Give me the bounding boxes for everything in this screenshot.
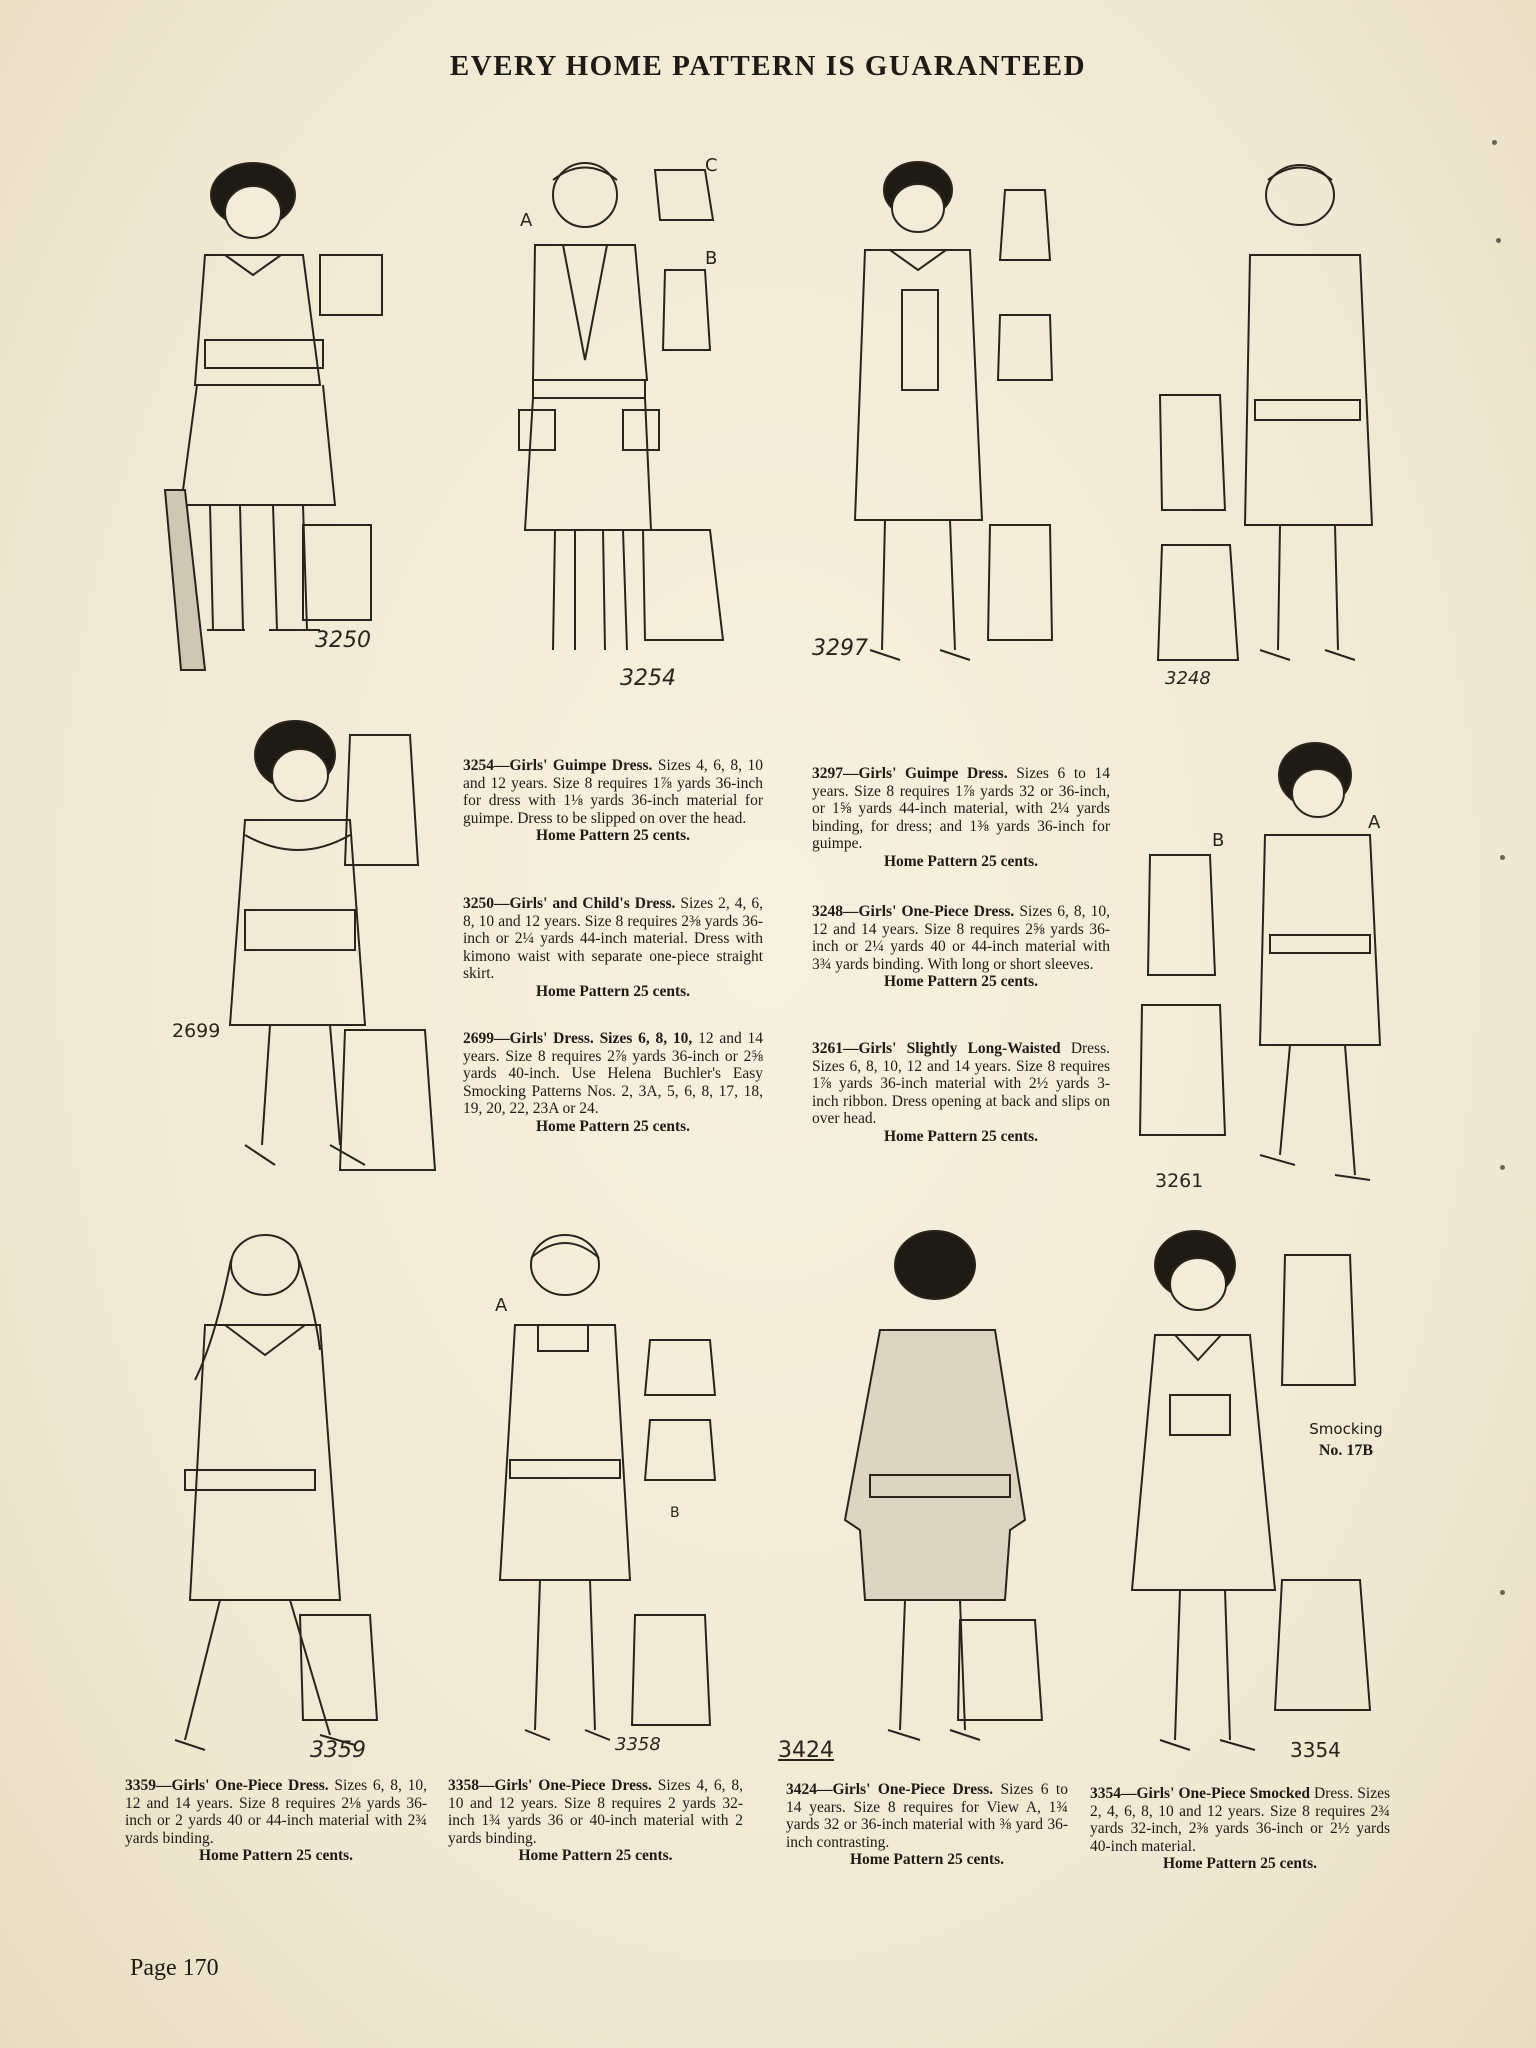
description-body: Sizes 4, 6, 8, 10 and 12 years. Size 8 requires 1⅞ yards 36-inch for dress with 1⅛ yards 36-inch material for guimpe. Dress to be slipped on over the head. xyxy=(463,757,763,827)
description-body: Sizes 2, 4, 6, 8, 10 and 12 years. Size 8 requires 2⅜ yards 36-inch or 2¼ yards 44-inch material. Dress with kimono waist with separate one-piece straight skirt. xyxy=(463,895,764,982)
figure-number-3424: 3424 xyxy=(778,1738,834,1763)
description-body: Dress. Sizes 6, 8, 10, 12 and 14 years. Size 8 requires 1⅞ yards 36-inch material with 2½ yards 3-inch ribbon. Dress opening at back and slips on over head. xyxy=(812,1040,1110,1127)
description-number: 2699 xyxy=(463,1030,494,1047)
view-letter-a-3358: A xyxy=(495,1295,508,1316)
description-price: Home Pattern 25 cents. xyxy=(535,1117,691,1135)
smocking-text: Smocking xyxy=(1309,1420,1383,1438)
illustration-3359 xyxy=(145,1220,405,1765)
description-title: —Girls' Guimpe Dress. xyxy=(494,757,653,774)
figure-number-3261: 3261 xyxy=(1155,1170,1204,1192)
description-title: —Girls' One-Piece Smocked xyxy=(1121,1785,1310,1802)
description-3261 xyxy=(812,1040,1110,1145)
description-3250 xyxy=(463,895,763,1000)
binding-hole xyxy=(1496,238,1501,243)
description-price: Home Pattern 25 cents. xyxy=(883,973,1039,990)
illustration-3248 xyxy=(1150,150,1400,695)
description-2699 xyxy=(463,1030,763,1135)
illustration-3424 xyxy=(800,1220,1070,1765)
figure-number-3297: 3297 xyxy=(812,636,868,661)
smocking-label xyxy=(1296,1420,1396,1460)
description-number: 3354 xyxy=(1090,1785,1121,1802)
description-title: —Girls' One-Piece Dress. xyxy=(156,1777,329,1794)
figure-number-3248: 3248 xyxy=(1165,668,1211,689)
figure-number-3254: 3254 xyxy=(620,666,676,691)
description-price: Home Pattern 25 cents. xyxy=(535,982,691,1000)
view-letter-b: B xyxy=(705,248,718,269)
illustration-3354 xyxy=(1120,1220,1383,1765)
description-3354 xyxy=(1090,1785,1390,1873)
page-number: Page 170 xyxy=(130,1955,219,1981)
binding-hole xyxy=(1492,140,1497,145)
description-3254 xyxy=(463,757,763,845)
illustration-3261 xyxy=(1130,735,1390,1195)
description-number: 3254 xyxy=(463,757,494,774)
description-body: Sizes 6 to 14 years. Size 8 requires 1⅞ yards 32 or 36-inch, or 1⅝ yards 44-inch material, with 2¼ yards binding, for dress; and 1⅜ yards 36-inch for guimpe. xyxy=(812,765,1110,852)
description-body: Sizes 6, 8, 10, 12 and 14 years. Size 8 requires 2⅝ yards 36-inch or 2¼ yards 40 or 44-inch material with 3¾ yards binding. With long or short sleeves. xyxy=(812,903,1111,973)
description-number: 3358 xyxy=(448,1777,479,1794)
description-price: Home Pattern 25 cents. xyxy=(535,827,691,844)
description-title: —Girls' Guimpe Dress. xyxy=(843,765,1008,782)
view-letter-c: C xyxy=(705,155,718,176)
description-price: Home Pattern 25 cents. xyxy=(518,1847,673,1864)
figure-number-3358: 3358 xyxy=(615,1734,661,1755)
description-body: Sizes 6 to 14 years. Size 8 requires for View A, 1¾ yards 32 or 36-inch material with ⅜ yard 36-inch contrasting. xyxy=(786,1781,1068,1851)
description-title: —Girls' One-Piece Dress. xyxy=(817,1781,994,1798)
description-3358 xyxy=(448,1777,743,1865)
figure-number-3354: 3354 xyxy=(1290,1738,1341,1762)
description-number: 3424 xyxy=(786,1781,817,1798)
figure-number-2699: 2699 xyxy=(172,1020,221,1042)
illustration-3254 xyxy=(495,150,740,690)
illustration-3250 xyxy=(145,150,405,690)
illustration-2699 xyxy=(150,715,440,1185)
description-title: —Girls' and Child's Dress. xyxy=(494,895,676,912)
view-letter-b-3358: B xyxy=(670,1505,680,1521)
description-body: 12 and 14 years. Size 8 requires 2⅞ yards 36-inch or 2⅝ yards 40-inch. Use Helena Buchler's Easy Smocking Patterns Nos. 2, 3A, 5, 6, 8, 17, 18, 19, 20, 22, 23A or 24. xyxy=(463,1030,764,1117)
description-title: —Girls' One-Piece Dress. xyxy=(843,903,1015,920)
description-title: —Girls' One-Piece Dress. xyxy=(479,1777,652,1794)
description-price: Home Pattern 25 cents. xyxy=(198,1847,354,1864)
view-letter-a-3261: A xyxy=(1368,812,1381,833)
description-title: —Girls' Dress. Sizes 6, 8, 10, xyxy=(494,1030,693,1047)
smocking-number: No. 17B xyxy=(1318,1442,1374,1459)
description-3359 xyxy=(125,1777,427,1865)
description-price: Home Pattern 25 cents. xyxy=(849,1851,1005,1868)
description-3424 xyxy=(786,1781,1068,1869)
description-number: 3248 xyxy=(812,903,843,920)
view-letter-b-3261: B xyxy=(1212,830,1225,851)
description-body: Sizes 4, 6, 8, 10 and 12 years. Size 8 requires 2 yards 32-inch 1¾ yards 36 or 40-inch material with 2 yards binding. xyxy=(448,1777,744,1847)
page-header: EVERY HOME PATTERN IS GUARANTEED xyxy=(449,50,1087,82)
description-3248 xyxy=(812,903,1110,991)
illustration-3297 xyxy=(810,150,1080,690)
description-price: Home Pattern 25 cents. xyxy=(883,852,1039,870)
binding-hole xyxy=(1500,1590,1505,1595)
description-number: 3297 xyxy=(812,765,843,782)
binding-hole xyxy=(1500,1165,1505,1170)
description-number: 3261 xyxy=(812,1040,843,1057)
description-3297 xyxy=(812,765,1110,870)
binding-hole xyxy=(1500,855,1505,860)
figure-number-3250: 3250 xyxy=(315,628,371,653)
description-number: 3250 xyxy=(463,895,494,912)
description-price: Home Pattern 25 cents. xyxy=(1162,1855,1318,1872)
illustration-3358 xyxy=(470,1220,730,1760)
description-body: Sizes 6, 8, 10, 12 and 14 years. Size 8 requires 2⅛ yards 36-inch or 2 yards 40 or 44-inch material with 2¾ yards binding. xyxy=(125,1777,428,1847)
view-letter-a: A xyxy=(520,210,533,231)
description-body: Dress. Sizes 2, 4, 6, 8, 10 and 12 years. Size 8 requires 2¾ yards 32-inch, 2⅜ yards 36-inch or 2½ yards 40-inch material. xyxy=(1090,1785,1390,1855)
description-price: Home Pattern 25 cents. xyxy=(883,1127,1039,1145)
description-number: 3359 xyxy=(125,1777,156,1794)
figure-number-3359: 3359 xyxy=(310,1738,366,1763)
description-title: —Girls' Slightly Long-Waisted xyxy=(843,1040,1061,1057)
